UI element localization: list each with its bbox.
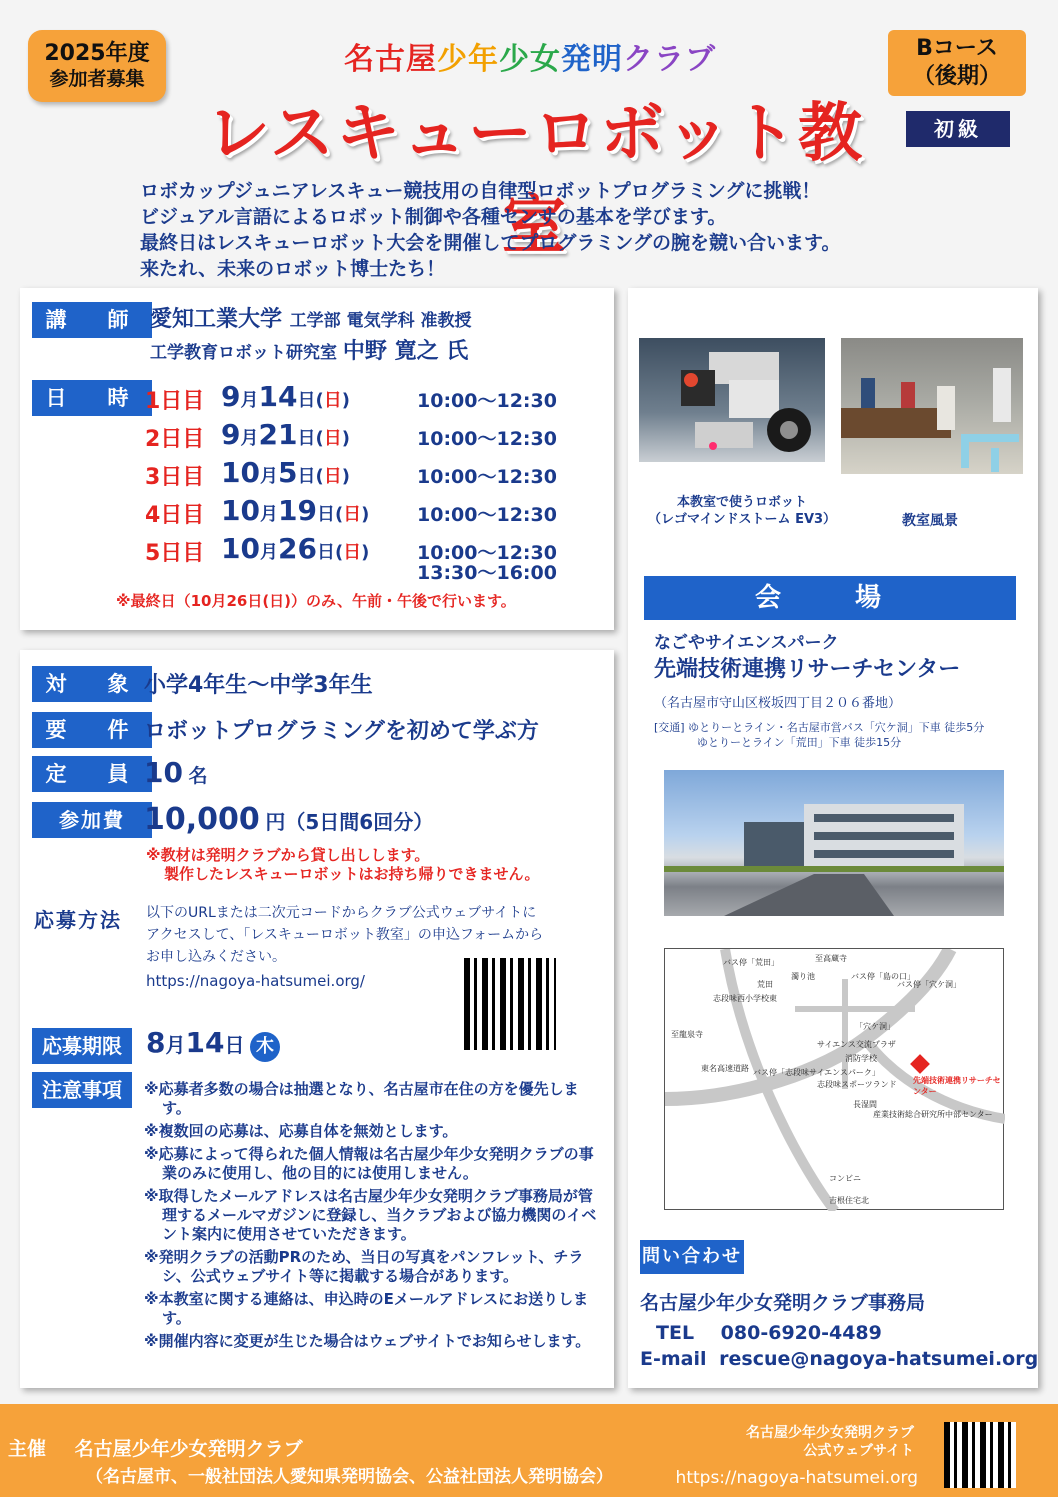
day-time-slot: 10:00～12:30: [417, 542, 557, 564]
venue-access-1: [交通] ゆとりーとライン・名古屋市営バス「穴ケ洞」下車 徒歩5分: [654, 721, 985, 734]
course-term: （後期）: [912, 64, 1001, 89]
day-date: 9月21日(日): [221, 418, 350, 451]
map-label: 産業技術総合研究所中部センター: [873, 1110, 993, 1119]
day-day-unit: 日: [316, 542, 335, 563]
note-item: ※応募によって得られた個人情報は名古屋少年少女発明クラブの事業のみに使用し、他の目的には使用しません。: [144, 1145, 594, 1182]
map-label: 荒田: [757, 980, 773, 989]
target-label: 対 象: [32, 666, 152, 702]
instructor-university: 愛知工業大学: [150, 307, 283, 332]
intro-line: 最終日はレスキューロボット大会を開催してプログラミングの腕を競い合います。: [140, 232, 841, 254]
day-day-unit: 日: [297, 466, 316, 487]
schedule-day-row: [145, 532, 595, 584]
fee-unit: 円（5日間6回分）: [265, 810, 434, 834]
map-label: 吉根住宅北: [829, 1196, 869, 1205]
day-month-unit: 月: [240, 390, 259, 411]
day-dow: 日: [323, 428, 342, 449]
map-label: バス停「荒田」: [723, 958, 779, 967]
schedule-note: ※最終日（10月26日(日)）のみ、午前・午後で行います。: [116, 592, 516, 610]
apply-text-line: お申し込みください。: [146, 949, 286, 965]
apply-text-line: アクセスして、「レスキューロボット教室」の申込フォームから: [146, 927, 544, 943]
day-day-unit: 日: [297, 390, 316, 411]
building-image: [664, 770, 1004, 916]
notes-list: [144, 1080, 604, 1355]
fee-note: [146, 846, 539, 884]
deadline-value: [146, 1026, 280, 1062]
day-time: [417, 500, 557, 527]
note-item: ※発明クラブの活動PRのため、当日の写真をパンフレット、チラシ、公式ウェブサイト等に掲載する場合があります。: [144, 1248, 584, 1285]
map-label: コンビニ: [829, 1174, 861, 1183]
robot-caption-line: （レゴマインドストーム EV3）: [647, 512, 837, 527]
day-dow: 日: [343, 504, 362, 525]
deadline-day: 14: [185, 1026, 225, 1059]
capacity-value: 10: [144, 756, 183, 789]
venue-label: 会 場: [644, 576, 1016, 620]
footer-site-url[interactable]: https://nagoya-hatsumei.org: [675, 1468, 918, 1488]
footer-host-row: [8, 1434, 303, 1461]
year-badge-year: 2025年度: [44, 41, 150, 66]
footer-qr-code[interactable]: [944, 1422, 1016, 1488]
requirement-label: 要 件: [32, 712, 152, 748]
day-day: 21: [258, 418, 298, 451]
robot-caption: [632, 494, 852, 528]
note-item: ※本教室に関する連絡は、申込時のEメールアドレスにお送りします。: [144, 1290, 589, 1327]
classroom-image: [841, 338, 1023, 474]
map-label: バス停「島の口」: [851, 972, 915, 981]
map-label: サイエンス交流プラザ: [817, 1040, 896, 1049]
capacity-value-row: [144, 756, 208, 789]
venue-building-photo: [664, 770, 1004, 916]
day-date: 9月14日(日): [221, 380, 350, 413]
day-ordinal: 3日目: [145, 465, 205, 490]
deadline-month-unit: 月: [165, 1033, 186, 1057]
day-ordinal: 2日目: [145, 427, 205, 452]
day-month-unit: 月: [259, 466, 278, 487]
course-name: Bコース: [916, 36, 998, 61]
map-label: 至龍泉寺: [671, 1030, 703, 1039]
deadline-day-unit: 日: [224, 1033, 245, 1057]
day-time-slot: 10:00～12:30: [417, 390, 557, 412]
map-label: 長湿間: [853, 1100, 877, 1109]
contact-org: 名古屋少年少女発明クラブ事務局: [640, 1292, 926, 1314]
note-item: ※開催内容に変更が生じた場合はウェブサイトでお知らせします。: [144, 1332, 591, 1350]
apply-url[interactable]: https://nagoya-hatsumei.org/: [146, 972, 365, 990]
target-value: 小学4年生〜中学3年生: [144, 673, 373, 698]
page-title: レスキューロボット教室: [205, 97, 865, 263]
day-month-unit: 月: [259, 542, 278, 563]
details-card: [20, 650, 614, 1388]
contact-email-row: [640, 1348, 1038, 1370]
day-month: 10: [221, 456, 260, 489]
venue-park: なごやサイエンスパーク: [654, 633, 839, 653]
instructor-line-1: [150, 302, 610, 333]
requirement-value: ロボットプログラミングを初めて学ぶ方: [144, 719, 539, 744]
note-item: ※複数回の応募は、応募自体を無効とします。: [144, 1122, 458, 1140]
day-time: [417, 538, 557, 584]
venue-map: [664, 948, 1004, 1210]
fee-label: 参加費: [32, 802, 152, 838]
map-label: 濁り池: [791, 972, 815, 981]
day-date: 10月26日(日): [221, 532, 370, 565]
fee-note-line: 製作したレスキューロボットはお持ち帰りできません。: [164, 865, 540, 883]
venue-name: 先端技術連携リサーチセンター: [654, 657, 961, 682]
notes-label: 注意事項: [32, 1072, 132, 1108]
day-month-unit: 月: [259, 504, 278, 525]
robot-image: [639, 338, 825, 462]
day-time: [417, 386, 557, 413]
map-label: 至高蔵寺: [815, 954, 847, 963]
instructor-name: 中野 寛之 氏: [342, 339, 469, 364]
schedule-card: [20, 288, 614, 630]
footer-site-line: 公式ウェブサイト: [803, 1443, 914, 1459]
instructor-lab: 工学教育ロボット研究室: [150, 343, 337, 363]
day-ordinal: 5日目: [145, 541, 205, 566]
intro-line: ビジュアル言語によるロボット制御や各種センサの基本を学びます。: [140, 206, 727, 228]
day-day: 5: [277, 456, 298, 489]
robot-caption-line: 本教室で使うロボット: [676, 495, 807, 510]
day-time-slot: 10:00～12:30: [417, 504, 557, 526]
capacity-label: 定 員: [32, 756, 152, 792]
capacity-unit: 名: [188, 765, 208, 787]
map-label: 志段味スポーツランド: [817, 1080, 897, 1089]
venue-access-2: ゆとりーとライン「荒田」下車 徒歩15分: [697, 736, 902, 749]
day-month: 10: [221, 532, 260, 565]
classroom-caption: 教室風景: [902, 513, 958, 529]
footer-site-line: 名古屋少年少女発明クラブ: [746, 1425, 914, 1441]
venue-address: （名古屋市守山区桜坂四丁目２０６番地）: [654, 696, 902, 711]
footer-host-sub: （名古屋市、一般社団法人愛知県発明協会、公益社団法人発明協会）: [86, 1467, 613, 1487]
day-dow: 日: [323, 466, 342, 487]
schedule-day-row: [145, 494, 595, 528]
day-day: 26: [277, 532, 317, 565]
apply-text-line: 以下のURLまたは二次元コードからクラブ公式ウェブサイトに: [146, 905, 537, 921]
apply-label: 応募方法: [34, 908, 122, 932]
intro-text: [140, 178, 960, 282]
day-time-slot: 10:00～12:30: [417, 466, 557, 488]
day-time-slot: 10:00～12:30: [417, 428, 557, 450]
contact-label: 問い合わせ: [640, 1240, 744, 1274]
club-name-part: 発明: [561, 42, 623, 77]
day-dow: 日: [343, 542, 362, 563]
day-ordinal: 4日目: [145, 503, 205, 528]
contact-tel-label: TEL: [656, 1322, 695, 1344]
robot-photo: [639, 338, 825, 462]
schedule-day-row: [145, 418, 595, 452]
intro-line: 来たれ、未来のロボット博士たち！: [140, 258, 446, 280]
fee-value-row: [144, 802, 433, 837]
day-month: 9: [221, 418, 241, 451]
club-name-part: 少年: [437, 42, 499, 77]
day-day-unit: 日: [297, 428, 316, 449]
course-badge: [888, 30, 1026, 96]
map-label: 先端技術連携リサーチセンター: [913, 1076, 1001, 1096]
footer-host-label: 主催: [8, 1438, 47, 1460]
year-badge-recruit: 参加者募集: [49, 68, 145, 90]
schedule-day-row: [145, 380, 595, 414]
day-date: 10月5日(日): [221, 456, 350, 489]
day-date: 10月19日(日): [221, 494, 370, 527]
qr-code[interactable]: [464, 958, 556, 1050]
contact-email-label: E-mail: [640, 1348, 707, 1370]
day-time-slot: 13:30～16:00: [417, 562, 557, 584]
club-name-part: 少女: [499, 42, 561, 77]
map-label: バス停「穴ケ洞」: [897, 980, 961, 989]
map-label: 志段味西小学校東: [713, 994, 777, 1003]
club-name-part: 名古屋: [344, 42, 437, 77]
map-label: 東名高速道路: [701, 1064, 749, 1073]
schedule-label: 日 時: [32, 380, 152, 416]
note-item: ※応募者多数の場合は抽選となり、名古屋市在住の方を優先します。: [144, 1080, 579, 1117]
map-label: 「穴ケ洞」: [855, 1022, 895, 1031]
instructor-title: 工学部 電気学科 准教授: [289, 311, 472, 331]
fee-note-line: ※教材は発明クラブから貸し出しします。: [146, 846, 430, 864]
day-month: 10: [221, 494, 260, 527]
day-time: [417, 462, 557, 489]
intro-line: ロボカップジュニアレスキュー競技用の自律型ロボットプログラミングに挑戦！: [140, 180, 821, 202]
day-dow: 日: [323, 390, 342, 411]
contact-tel-row: [656, 1322, 882, 1344]
deadline-label: 応募期限: [32, 1028, 132, 1064]
contact-email[interactable]: rescue@nagoya-hatsumei.org: [719, 1348, 1039, 1370]
day-ordinal: 1日目: [145, 389, 205, 414]
year-badge: [28, 30, 166, 102]
contact-tel[interactable]: 080-6920-4489: [720, 1322, 882, 1344]
deadline-dow: 木: [250, 1032, 280, 1062]
day-month: 9: [221, 380, 241, 413]
day-day: 19: [277, 494, 317, 527]
instructor-label: 講 師: [32, 302, 152, 338]
day-time: [417, 424, 557, 451]
footer: [0, 1404, 1058, 1497]
map-label: 消防学校: [845, 1054, 877, 1063]
level-badge: 初級: [906, 111, 1010, 147]
classroom-photo: [841, 338, 1023, 474]
map-label: バス停「志段味サイエンスパーク」: [753, 1068, 880, 1077]
instructor-line-2: [150, 334, 610, 365]
fee-value: 10,000: [144, 802, 260, 837]
club-name-title: [330, 34, 730, 78]
day-day-unit: 日: [316, 504, 335, 525]
day-month-unit: 月: [240, 428, 259, 449]
schedule-day-row: [145, 456, 595, 490]
footer-host: 名古屋少年少女発明クラブ: [74, 1438, 303, 1460]
note-item: ※取得したメールアドレスは名古屋少年少女発明クラブ事務局が管理するメールマガジンに登録し、当クラブおよび協力機関のイベント案内に使用させていただきます。: [144, 1187, 597, 1243]
day-day: 14: [258, 380, 298, 413]
deadline-month: 8: [146, 1026, 166, 1059]
club-name-part: クラブ: [623, 42, 716, 77]
footer-site: [700, 1424, 914, 1460]
